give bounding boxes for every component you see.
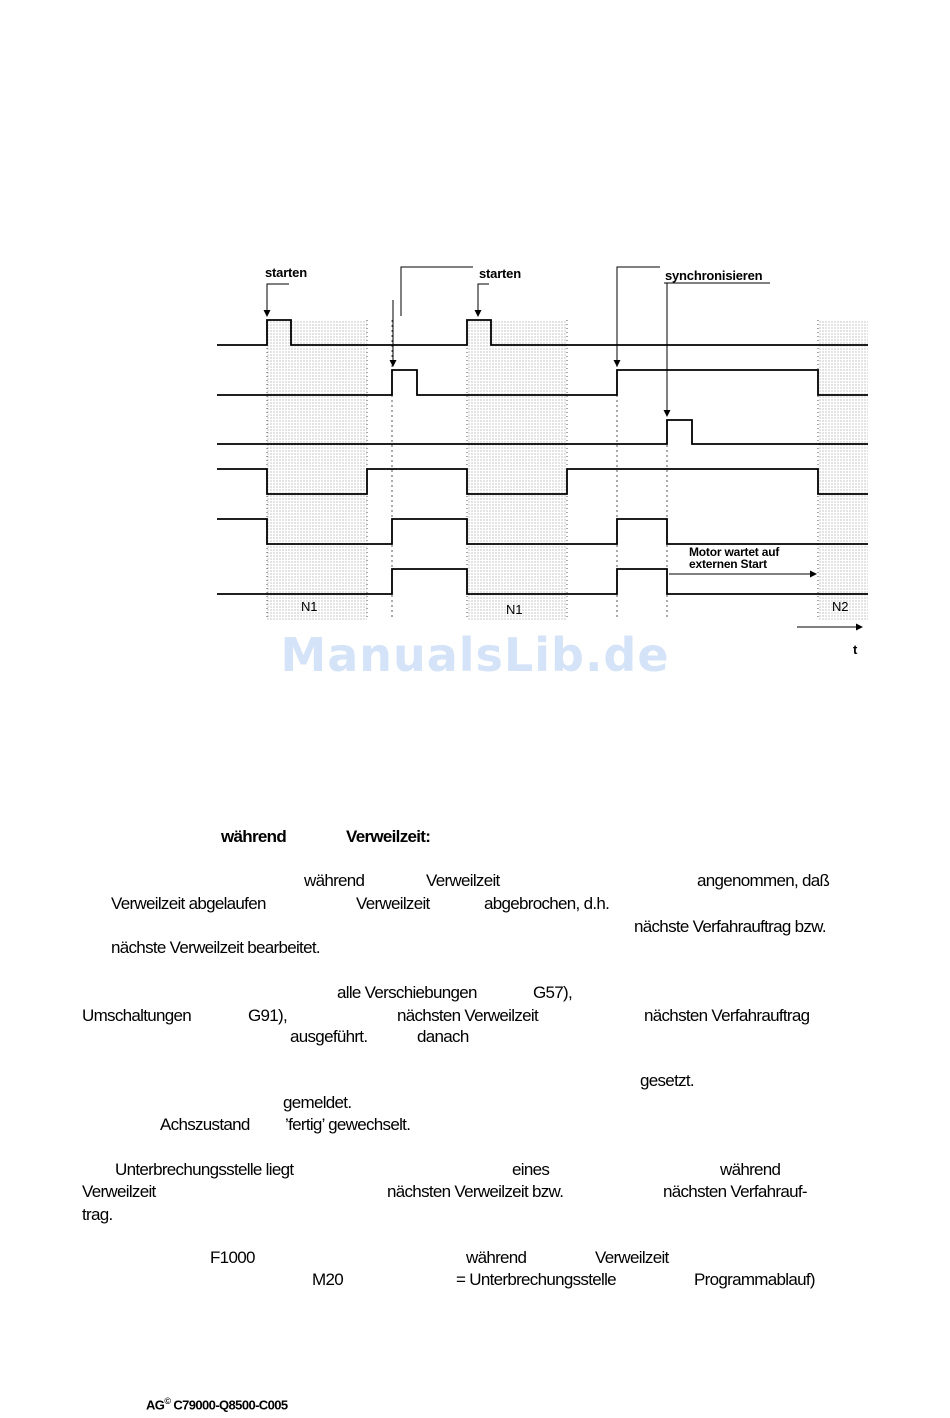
p3-line3-b: ’fertig’ gewechselt. bbox=[285, 1115, 411, 1134]
block-region-n2 bbox=[818, 320, 868, 620]
motor-wait-label-line1: Motor wartet auf bbox=[689, 545, 780, 559]
p4-line3: trag. bbox=[82, 1205, 113, 1224]
synchronisieren-label: synchronisieren bbox=[665, 268, 763, 283]
p5-line2-b: = Unterbrechungsstelle bbox=[456, 1270, 616, 1289]
p4-line2-c: nächsten Verfahrauf- bbox=[663, 1182, 807, 1201]
p1-line1-b: Verweilzeit bbox=[426, 871, 500, 890]
block-label-n1-second: N1 bbox=[506, 602, 523, 617]
copyright-symbol: © bbox=[164, 1396, 171, 1406]
p5-line1-b: während bbox=[466, 1248, 527, 1267]
block-region-n1-second bbox=[467, 320, 567, 620]
motor-wait-label-line2: externen Start bbox=[689, 557, 767, 571]
p5-line1-a: F1000 bbox=[210, 1248, 255, 1267]
p4-line1-b: eines bbox=[512, 1160, 550, 1179]
p1-line1-a: während bbox=[304, 871, 365, 890]
start2-arrow bbox=[478, 284, 489, 316]
p3-line2: gemeldet. bbox=[283, 1093, 352, 1112]
feedback-arrow-1 bbox=[401, 267, 473, 316]
p2-line2-d: nächsten Verfahrauftrag bbox=[644, 1006, 810, 1025]
p3-line1: gesetzt. bbox=[640, 1071, 694, 1090]
p4-line1-a: Unterbrechungsstelle liegt bbox=[115, 1160, 294, 1179]
heading-part-a: während bbox=[221, 827, 287, 846]
block-region-n1-first bbox=[267, 320, 367, 620]
footer-code: C79000-Q8500-C005 bbox=[173, 1397, 288, 1413]
footer-document-code bbox=[146, 1396, 287, 1412]
p4-line1-c: während bbox=[720, 1160, 781, 1179]
p2-line2-a: Umschaltungen bbox=[82, 1006, 192, 1025]
feedback-arrow-2 bbox=[617, 267, 660, 366]
p2-line3-a: ausgeführt. bbox=[290, 1027, 368, 1046]
p2-line2-b: G91), bbox=[248, 1006, 288, 1025]
p1-line3: nächste Verfahrauftrag bzw. bbox=[634, 917, 826, 936]
p2-line3-b: danach bbox=[417, 1027, 469, 1046]
p2-line2-c: nächsten Verweilzeit bbox=[397, 1006, 538, 1025]
starten-label-1: starten bbox=[265, 265, 307, 280]
p1-line2-c: abgebrochen, d.h. bbox=[484, 894, 610, 913]
p1-line4: nächste Verweilzeit bearbeitet. bbox=[111, 938, 320, 957]
block-label-n1-first: N1 bbox=[301, 599, 318, 614]
starten-label-2: starten bbox=[479, 266, 521, 281]
p5-line2-a: M20 bbox=[312, 1270, 343, 1289]
p4-line2-b: nächsten Verweilzeit bzw. bbox=[387, 1182, 564, 1201]
p5-line2-c: Programmablauf) bbox=[694, 1270, 815, 1289]
footer-prefix: AG bbox=[146, 1397, 165, 1413]
p1-line2-a: Verweilzeit abgelaufen bbox=[111, 894, 266, 913]
time-axis-label: t bbox=[853, 642, 858, 657]
block-label-n2: N2 bbox=[832, 599, 849, 614]
p3-line3-a: Achszustand bbox=[160, 1115, 250, 1134]
timing-diagram bbox=[0, 0, 950, 700]
p4-line2-a: Verweilzeit bbox=[82, 1182, 156, 1201]
p2-line1-a: alle Verschiebungen bbox=[337, 983, 477, 1002]
heading-part-b: Verweilzeit: bbox=[346, 827, 431, 846]
p1-line1-c: angenommen, daß bbox=[697, 871, 830, 890]
p5-line1-c: Verweilzeit bbox=[595, 1248, 669, 1267]
p2-line1-b: G57), bbox=[533, 983, 573, 1002]
p1-line2-b: Verweilzeit bbox=[356, 894, 430, 913]
watermark: ManualsLib.de bbox=[280, 628, 670, 682]
start1-arrow bbox=[267, 284, 289, 316]
